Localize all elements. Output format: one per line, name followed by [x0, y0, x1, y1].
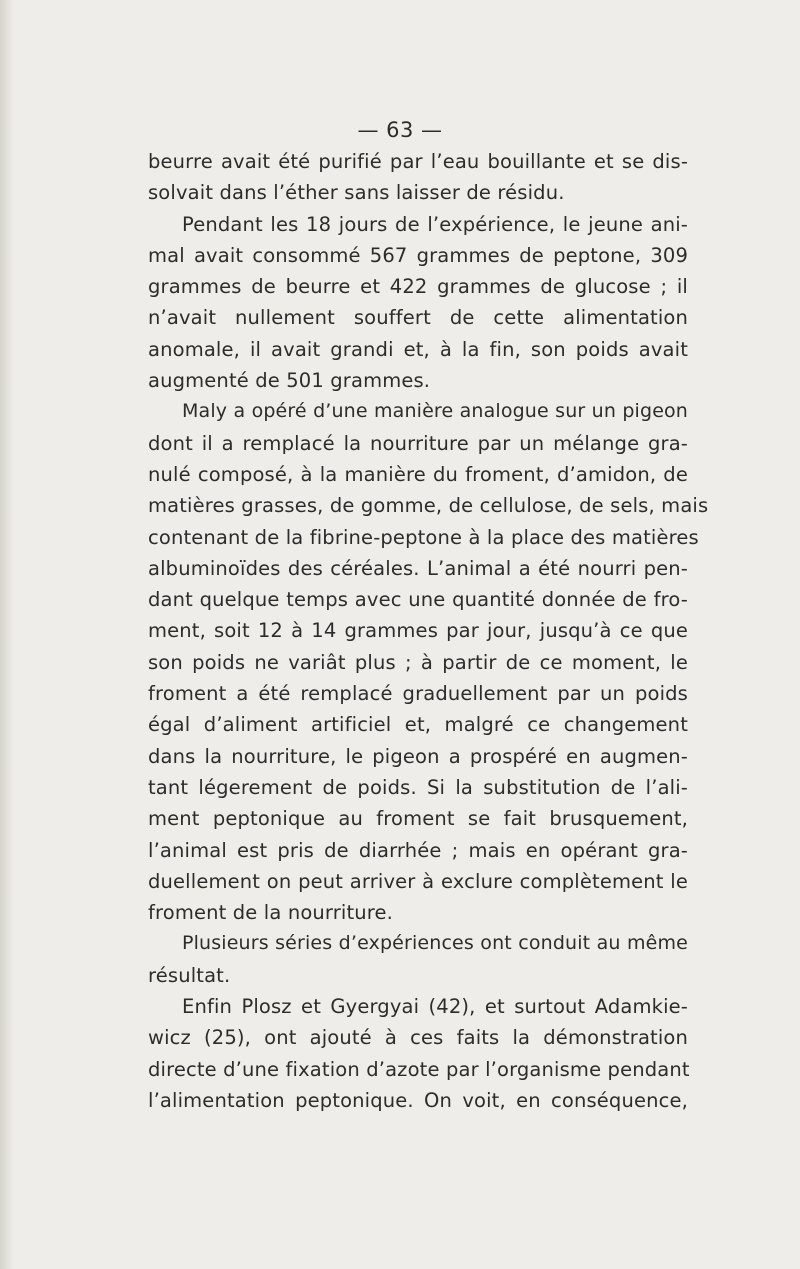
text-line: n’avait nullement souffert de cette alimentation [148, 306, 688, 330]
text-line: froment a été remplacé graduellement par un poids [148, 682, 688, 706]
text-line: ment peptonique au froment se fait brusquement, [148, 807, 688, 831]
text-line: nulé composé, à la manière du froment, d’amidon, de [148, 462, 688, 486]
text-line: dant quelque temps avec une quantité donnée de fro- [148, 588, 688, 612]
text-line: albuminoïdes des céréales. L’animal a été nourri pen- [148, 556, 688, 580]
text-line: froment de la nourriture. [148, 901, 394, 925]
text-line: mal avait consommé 567 grammes de peptone, 309 [148, 243, 688, 267]
body-text [148, 146, 709, 1116]
text-line: résultat. [148, 963, 231, 987]
text-line: anomale, il avait grandi et, à la fin, son poids avait [148, 337, 688, 361]
text-line: l’animal est pris de diarrhée ; mais en opérant gra- [148, 838, 688, 862]
text-line: dont il a remplacé la nourriture par un mélange gra- [148, 431, 688, 455]
text-line: wicz (25), ont ajouté à ces faits la démonstration [148, 1026, 688, 1050]
text-line: Pendant les 18 jours de l’expérience, le jeune ani- [182, 212, 688, 236]
text-line: Maly a opéré d’une manière analogue sur un pigeon [182, 400, 688, 423]
text-line: directe d’une fixation d’azote par l’organisme pendant [148, 1057, 690, 1081]
text-line: ment, soit 12 à 14 grammes par jour, jusqu’à ce que [148, 619, 688, 643]
text-line: grammes de beurre et 422 grammes de glucose ; il [148, 275, 688, 299]
text-line: l’alimentation peptonique. On voit, en conséquence, [148, 1088, 688, 1112]
text-line: beurre avait été purifié par l’eau bouillante et se dis- [148, 150, 688, 173]
text-line: Enfin Plosz et Gyergyai (42), et surtout Adamkie- [182, 995, 688, 1019]
page-number: — 63 — [357, 118, 443, 142]
text-line: tant légerement de poids. Si la substitution de l’ali- [148, 775, 688, 799]
text-line: dans la nourriture, le pigeon a prospéré en augmen- [148, 744, 688, 768]
text-line: matières grasses, de gomme, de cellulose, de sels, mais [148, 494, 709, 518]
page-binding-shadow [0, 0, 14, 1269]
text-line: Plusieurs séries d’expériences ont conduit au même [182, 932, 688, 955]
text-line: égal d’aliment artificiel et, malgré ce changement [148, 713, 688, 737]
text-line: contenant de la fibrine-peptone à la place des matières [148, 525, 699, 549]
text-line: duellement on peut arriver à exclure complètement le [148, 869, 688, 893]
text-line: son poids ne variât plus ; à partir de ce moment, le [148, 650, 688, 674]
text-line: solvait dans l’éther sans laisser de résidu. [148, 181, 565, 205]
text-line: augmenté de 501 grammes. [148, 369, 431, 393]
